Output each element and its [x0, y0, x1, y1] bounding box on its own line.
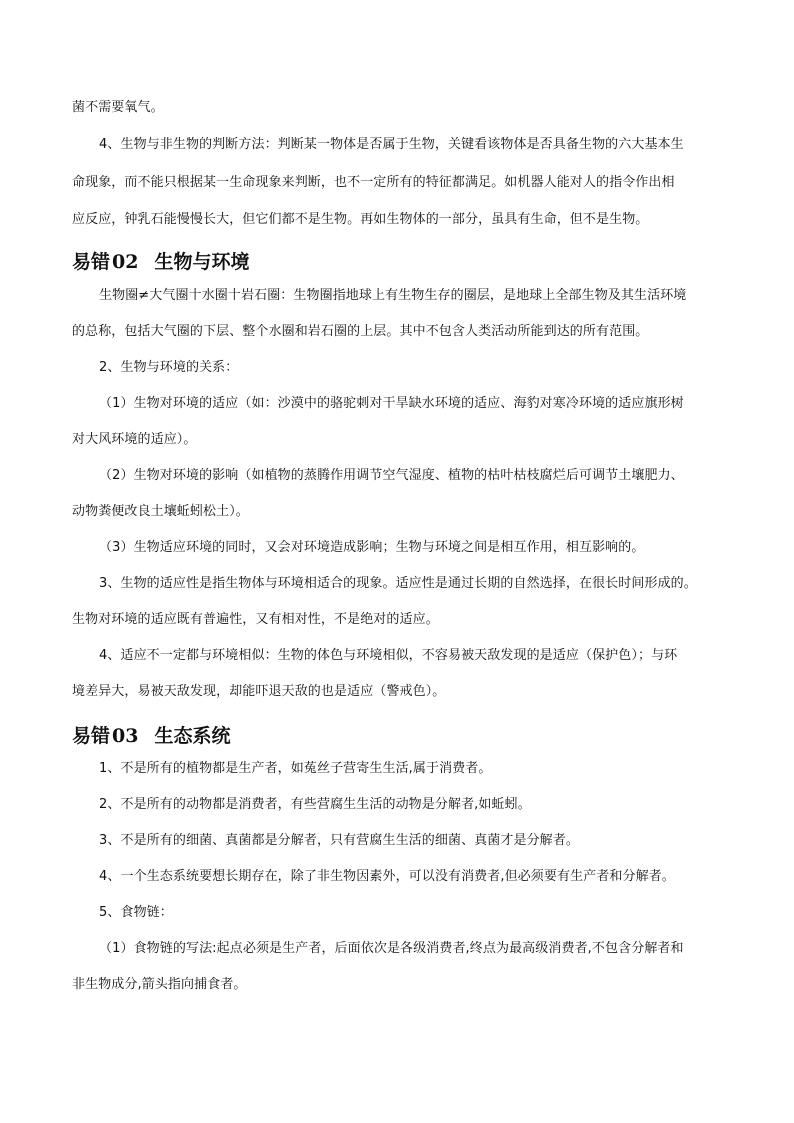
- paragraph-line: （3）生物适应环境的同时，又会对环境造成影响；生物与环境之间是相互作用，相互影响的。: [99, 540, 645, 555]
- paragraph-line: 境差异大，易被天敌发现，却能吓退天敌的也是适应（警戒色）。: [72, 684, 446, 699]
- paragraph-line: 菌不需要氧气。: [72, 100, 164, 115]
- paragraph-line: （2）生物对环境的影响（如植物的蒸腾作用调节空气湿度、植物的枯叶枯枝腐烂后可调节土壤肥力、: [99, 468, 684, 483]
- section-heading-02: [72, 250, 249, 274]
- heading-title: 生态系统: [154, 725, 231, 747]
- paragraph-line: 2、生物与环境的关系：: [99, 360, 239, 375]
- paragraph-line: 4、适应不一定都与环境相似：生物的体色与环境相似，不容易被天敌发现的是适应（保护色）；与环: [99, 648, 678, 663]
- paragraph-line: 5、食物链：: [99, 905, 173, 920]
- paragraph-line: 4、一个生态系统要想长期存在，除了非生物因素外，可以没有消费者,但必须要有生产者和分解者。: [99, 869, 675, 884]
- section-heading-03: [72, 724, 230, 748]
- paragraph-line: 应反应，钟乳石能慢慢长大，但它们都不是生物。再如生物体的一部分，虽具有生命，但不是生物。: [72, 212, 649, 227]
- heading-title: 生物与环境: [154, 251, 250, 273]
- paragraph-line: 生物圈≠大气圈十水圈十岩石圈：生物圈指地球上有生物生存的圈层，是地球上全部生物及其生活环境: [99, 288, 687, 303]
- paragraph-line: 3、不是所有的细菌、真菌都是分解者，只有营腐生生活的细菌、真菌才是分解者。: [99, 833, 579, 848]
- paragraph-line: 4、生物与非生物的判断方法：判断某一物体是否属于生物，关键看该物体是否具备生物的六大基本生: [99, 137, 684, 152]
- paragraph-line: 3、生物的适应性是指生物体与环境相适合的现象。适应性是通过长期的自然选择，在很长时间形成的。: [99, 576, 697, 591]
- paragraph-line: 非生物成分,箭头指向捕食者。: [72, 977, 247, 992]
- paragraph-line: 命现象，而不能只根据某一生命现象来判断，也不一定所有的特征都满足。如机器人能对人的指令作出相: [72, 175, 675, 190]
- paragraph-line: 动物粪便改良土壤蚯蚓松土）。: [72, 504, 249, 519]
- paragraph-line: 生物对环境的适应既有普遍性，又有相对性，不是绝对的适应。: [72, 612, 439, 627]
- heading-number: 03: [112, 725, 139, 747]
- heading-label: 易错: [72, 251, 111, 273]
- paragraph-line: （1）生物对环境的适应（如：沙漠中的骆驼刺对干旱缺水环境的适应、海豹对寒冷环境的适应旗形树: [99, 396, 684, 411]
- paragraph-line: 2、不是所有的动物都是消费者，有些营腐生生活的动物是分解者,如蚯蚓。: [99, 797, 531, 812]
- paragraph-line: 1、不是所有的植物都是生产者，如菟丝子营寄生生活,属于消费者。: [99, 761, 492, 776]
- paragraph-line: （1）食物链的写法:起点必须是生产者，后面依次是各级消费者,终点为最高级消费者,不包含分解者和: [99, 941, 684, 956]
- paragraph-line: 对大风环境的适应）。: [72, 432, 197, 447]
- heading-number: 02: [112, 251, 139, 273]
- paragraph-line: 的总称，包括大气圈的下层、整个水圈和岩石圈的上层。其中不包含人类活动所能到达的所有范围。: [72, 324, 649, 339]
- heading-label: 易错: [72, 725, 111, 747]
